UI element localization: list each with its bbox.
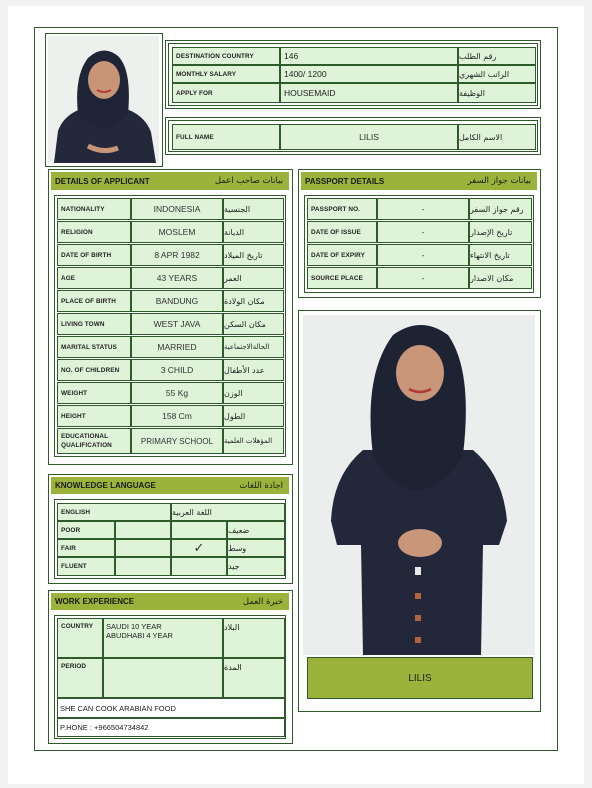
destination-arabic: رقم الطلب xyxy=(458,47,536,65)
applicant-row-value: MARRIED xyxy=(131,336,223,358)
applicant-row-arabic: مكان السكن xyxy=(223,313,284,335)
full-name-label: FULL NAME xyxy=(172,124,280,150)
passport-details-table xyxy=(304,195,534,293)
applicant-row-label: RELIGION xyxy=(57,221,131,243)
work-country-arabic: البلاد xyxy=(223,618,285,658)
language-arabic-mark xyxy=(171,521,227,539)
applicant-row-label: EDUCATIONAL QUALIFICATION xyxy=(57,428,131,454)
applicant-row-arabic: الجنسية xyxy=(223,198,284,220)
applicant-row-label: WEIGHT xyxy=(57,382,131,404)
apply-for-arabic: الوظيفة xyxy=(458,83,536,103)
applicant-row-arabic: الوزن xyxy=(223,382,284,404)
work-phone: P.HONE : +966504734842 xyxy=(57,718,285,737)
passport-details-title-arabic: بيانات جواز السفر xyxy=(467,176,531,186)
language-level-label: FAIR xyxy=(57,539,115,557)
applicant-row-value: INDONESIA xyxy=(131,198,223,220)
applicant-row-label: MARITAL STATUS xyxy=(57,336,131,358)
passport-row-value: - xyxy=(377,267,469,289)
salary-value: 1400/ 1200 xyxy=(280,65,458,83)
applicant-row-value: 3 CHILD xyxy=(131,359,223,381)
work-experience-header xyxy=(51,593,289,610)
language-level-label: FLUENT xyxy=(57,557,115,576)
passport-row-label: DATE OF ISSUE xyxy=(307,221,377,243)
work-experience-table xyxy=(54,615,286,739)
applicant-row-arabic: عدد الأطفال xyxy=(223,359,284,381)
applicant-row-label: DATE OF BIRTH xyxy=(57,244,131,266)
passport-row-arabic: رقم جواز السفر xyxy=(469,198,532,220)
salary-label: MONTHLY SALARY xyxy=(172,65,280,83)
applicant-row-value: BANDUNG xyxy=(131,290,223,312)
applicant-row-arabic: الطول xyxy=(223,405,284,427)
passport-row-value: - xyxy=(377,221,469,243)
passport-row-value: - xyxy=(377,198,469,220)
applicant-details-box xyxy=(48,169,293,465)
applicant-row-arabic: المؤهلات العلمية xyxy=(223,428,284,454)
applicant-row-value: 8 APR 1982 xyxy=(131,244,223,266)
language-header xyxy=(51,477,289,494)
destination-value: 146 xyxy=(280,47,458,65)
applicant-row-label: NO. OF CHILDREN xyxy=(57,359,131,381)
language-arabic-mark xyxy=(171,557,227,576)
applicant-row-label: PLACE OF BIRTH xyxy=(57,290,131,312)
work-country-line: SAUDI 10 YEAR xyxy=(106,622,162,631)
work-note: SHE CAN COOK ARABIAN FOOD xyxy=(57,698,285,718)
applicant-row-arabic: الديانة xyxy=(223,221,284,243)
applicant-details-title-arabic: بيانات صاحب اعمل xyxy=(214,176,283,186)
work-experience-box xyxy=(48,590,293,744)
language-level-label: POOR xyxy=(57,521,115,539)
full-name-arabic: الاسم الكامل xyxy=(458,124,536,150)
passport-details-title: PASSPORT DETAILS xyxy=(305,176,385,186)
full-photo-box xyxy=(298,310,541,712)
applicant-row-arabic: الحالةالاجتماعية xyxy=(223,336,284,358)
language-level-arabic: جيد xyxy=(227,557,285,576)
applicant-row-value: MOSLEM xyxy=(131,221,223,243)
applicant-details-title: DETAILS OF APPLICANT xyxy=(55,176,150,186)
photo-name-bar: LILIS xyxy=(307,657,533,699)
applicant-row-arabic: تاريخ الميلاد xyxy=(223,244,284,266)
passport-row-label: DATE OF EXPIRY xyxy=(307,244,377,266)
check-icon: ✓ xyxy=(171,539,227,557)
passport-row-label: SOURCE PLACE xyxy=(307,267,377,289)
language-box xyxy=(48,474,293,584)
apply-for-label: APPLY FOR xyxy=(172,83,280,103)
passport-details-box xyxy=(298,169,541,298)
work-period-arabic: المدة xyxy=(223,658,285,698)
passport-row-arabic: مكان الاصدار xyxy=(469,267,532,289)
language-table xyxy=(54,499,286,579)
small-portrait-photo xyxy=(48,36,159,163)
applicant-details-table xyxy=(54,195,286,457)
destination-label: DESTINATION COUNTRY xyxy=(172,47,280,65)
work-period-value xyxy=(103,658,223,698)
language-english-label: ENGLISH xyxy=(57,503,171,521)
applicant-row-label: LIVING TOWN xyxy=(57,313,131,335)
language-title-arabic: اجادة اللغات xyxy=(239,480,283,491)
small-photo-frame xyxy=(45,33,163,167)
work-experience-title: WORK EXPERIENCE xyxy=(55,597,135,606)
language-english-mark xyxy=(115,557,171,576)
application-info-box xyxy=(165,40,541,109)
applicant-row-label: NATIONALITY xyxy=(57,198,131,220)
passport-row-label: PASSPORT NO. xyxy=(307,198,377,220)
applicant-details-header xyxy=(51,172,289,190)
applicant-row-label: HEIGHT xyxy=(57,405,131,427)
work-country-label: COUNTRY xyxy=(57,618,103,658)
full-name-box xyxy=(165,117,541,155)
work-period-label: PERIOD xyxy=(57,658,103,698)
work-country-line: ABUDHABI 4 YEAR xyxy=(106,631,173,640)
language-title: KNOWLEDGE LANGUAGE xyxy=(55,481,156,490)
passport-row-arabic: تاريخ الانتهاء xyxy=(469,244,532,266)
language-level-arabic: ضعيف xyxy=(227,521,285,539)
language-level-arabic: وسط xyxy=(227,539,285,557)
work-country-value xyxy=(103,618,223,658)
full-body-photo xyxy=(303,315,535,655)
applicant-row-value: 55 Kg xyxy=(131,382,223,404)
language-english-mark xyxy=(115,539,171,557)
apply-for-value: HOUSEMAID xyxy=(280,83,458,103)
applicant-row-arabic: مكان الولادة xyxy=(223,290,284,312)
passport-row-value: - xyxy=(377,244,469,266)
applicant-row-value: 43 YEARS xyxy=(131,267,223,289)
applicant-row-arabic: العمر xyxy=(223,267,284,289)
passport-details-header xyxy=(301,172,537,190)
work-experience-title-arabic: خبرة العمل xyxy=(242,596,283,607)
applicant-row-value: PRIMARY SCHOOL xyxy=(131,428,223,454)
applicant-row-value: WEST JAVA xyxy=(131,313,223,335)
language-arabic-label: اللغة العربية xyxy=(171,503,285,521)
full-name-value: LILIS xyxy=(280,124,458,150)
applicant-row-value: 158 Cm xyxy=(131,405,223,427)
applicant-row-label: AGE xyxy=(57,267,131,289)
language-english-mark xyxy=(115,521,171,539)
salary-arabic: الراتب الشهري xyxy=(458,65,536,83)
passport-row-arabic: تاريخ الإصدار xyxy=(469,221,532,243)
